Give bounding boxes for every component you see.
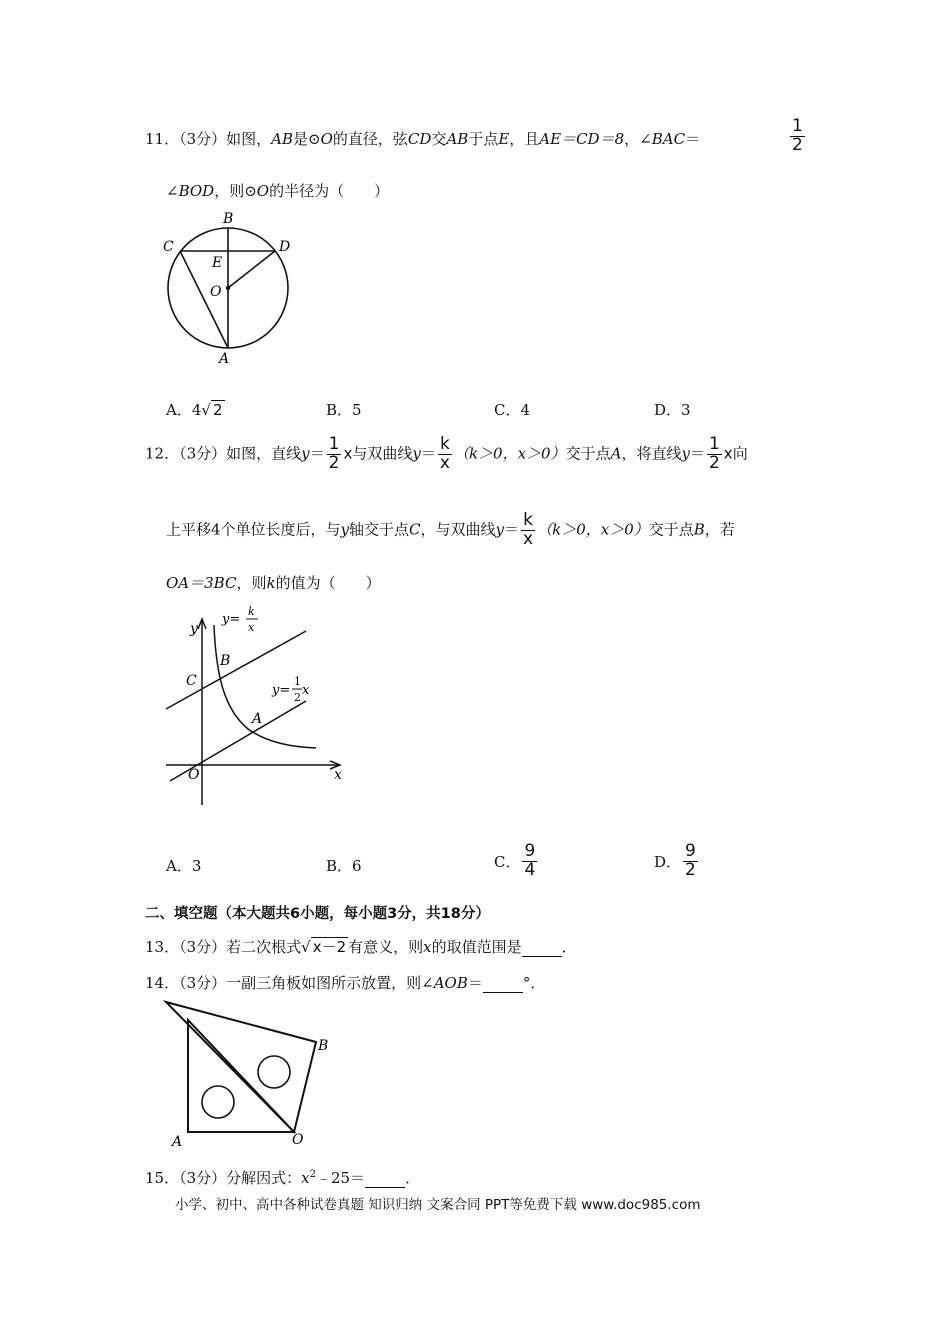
q14-line: 14．（3分）一副三角板如图所示放置，则∠AOB＝ °．: [145, 974, 546, 992]
label-b: B: [220, 653, 231, 669]
q11-option-a: A．4√ 2: [166, 401, 223, 419]
label-half-x: x: [302, 683, 310, 698]
label-c: C: [186, 673, 197, 689]
label-k-den: x: [248, 621, 255, 634]
label-x-axis: x: [334, 767, 342, 783]
section-heading: 二、填空题（本大题共6小题，每小题3分，共18分）: [145, 906, 490, 922]
label-half-num: 1: [294, 675, 301, 688]
q11-line2: ∠BOD，则⊙O的半径为（ ）: [166, 182, 390, 200]
q14-set-squares-figure: [160, 998, 340, 1150]
q15-line: 15．（3分）分解因式：$x^2﹣25=$ ．: [145, 1169, 421, 1187]
q12-option-d: D． $\frac{9}{2}$: [654, 841, 696, 880]
label-a: A: [252, 711, 263, 727]
label-half-den: 2: [294, 691, 301, 704]
q12-line3: OA＝3BC，则k的值为（ ）: [166, 574, 381, 592]
q12-graph-figure: [160, 605, 360, 810]
footer-ad: 小学、初中、高中各种试卷真题 知识归纳 文案合同 PPT等免费下载 www.doc985.com: [175, 1197, 701, 1213]
center-dot: [226, 286, 230, 290]
label-d: D: [279, 239, 291, 255]
label-o: O: [210, 284, 222, 300]
q11-fraction: $\frac{1}{2}$: [792, 116, 803, 155]
label-k-num: k: [248, 605, 255, 618]
label-y-axis: y: [190, 621, 198, 637]
label-b: B: [223, 211, 234, 227]
q15-answer-blank[interactable]: [365, 1169, 405, 1188]
label-y-eq-k: y=: [222, 612, 241, 627]
q12-option-c: C． $\frac{9}{4}$: [494, 841, 536, 880]
q11-option-c: C．4: [494, 401, 531, 419]
label-e: E: [212, 255, 223, 271]
hole-large-triangle: [258, 1056, 290, 1088]
label-a: A: [172, 1134, 183, 1150]
q12-option-a: A．3: [166, 857, 202, 875]
q11-option-b: B．5: [326, 401, 362, 419]
q13-answer-blank[interactable]: [522, 938, 562, 957]
q12-option-b: B．6: [326, 857, 362, 875]
label-o: O: [292, 1132, 304, 1148]
q12-line1: 12．（3分）如图，直线y＝ $\frac{1}{2}$ x与双曲线y＝ $\frac{k}{x}$ （k＞0，x＞0）交于点A，将直线y＝ $\frac{1}{2}$ x向: [145, 434, 748, 473]
q11-option-d: D．3: [654, 401, 691, 419]
q13-line: 13．（3分）若二次根式√ x－2 有意义，则x的取值范围是 ．: [145, 938, 577, 956]
label-o: O: [188, 767, 200, 783]
q11-line1: 11．（3分）如图，AB是⊙O的直径，弦CD交AB于点E，且AE＝CD＝8，∠BAC＝: [145, 130, 701, 148]
hole-small-triangle: [202, 1086, 234, 1118]
label-y-eq-half: y=: [272, 683, 291, 698]
q14-answer-blank[interactable]: [483, 974, 523, 993]
label-b: B: [318, 1038, 329, 1054]
q12-line2: 上平移4个单位长度后，与y轴交于点C，与双曲线y＝ $\frac{k}{x}$ （k＞0，x＞0）交于点B，若: [166, 510, 735, 549]
label-a: A: [219, 351, 230, 367]
q11-circle-figure: [155, 205, 305, 370]
label-c: C: [163, 239, 174, 255]
segment-od: [228, 251, 275, 288]
